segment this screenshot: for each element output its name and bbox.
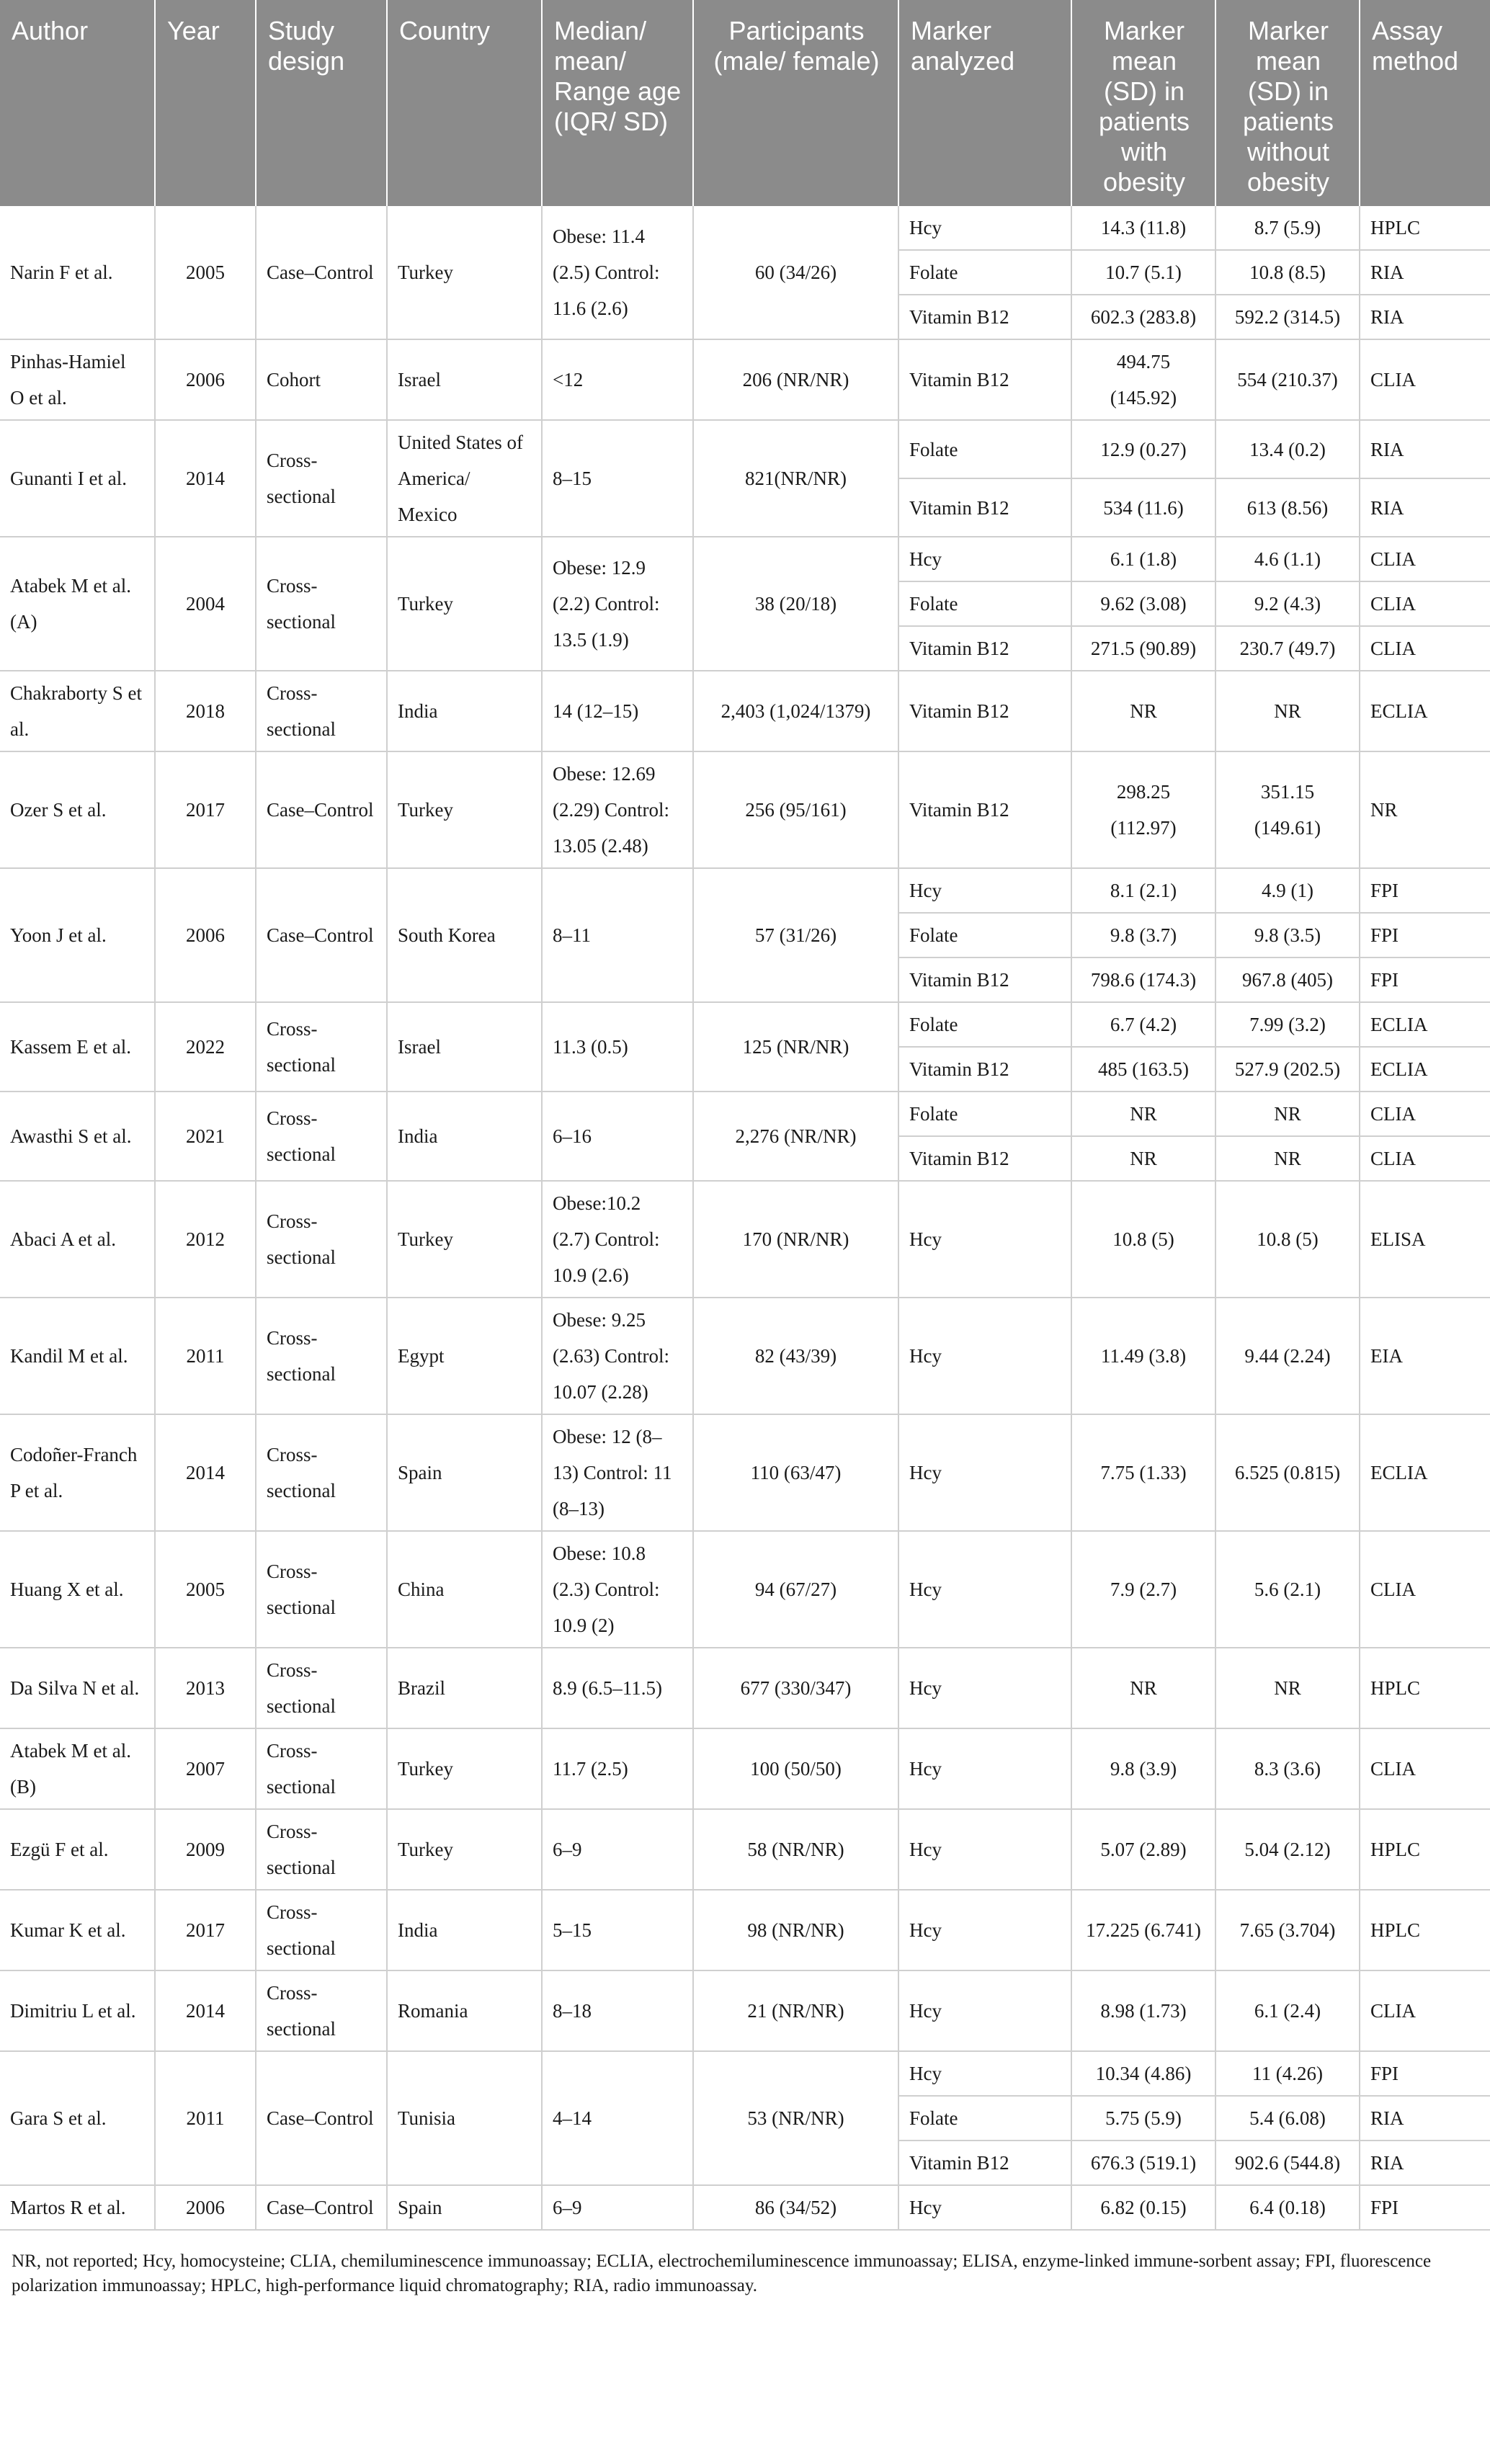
assay-cell: CLIA [1360,339,1490,420]
country-cell: India [387,1092,542,1181]
nonobese-mean-cell: 8.3 (3.6) [1215,1728,1360,1809]
obese-mean-cell: 7.75 (1.33) [1071,1414,1215,1531]
country-cell: Tunisia [387,2051,542,2185]
obese-mean-cell: 534 (11.6) [1071,478,1215,537]
marker-cell: Hcy [898,206,1071,250]
table-row [0,1531,1490,1648]
study-design-cell: Cross-sectional [256,1298,387,1414]
assay-cell: CLIA [1360,1531,1490,1648]
country-cell: Turkey [387,1728,542,1809]
obese-mean-cell: 12.9 (0.27) [1071,420,1215,478]
marker-cell: Vitamin B12 [898,339,1071,420]
nonobese-mean-cell: 527.9 (202.5) [1215,1047,1360,1092]
year-cell: 2017 [155,751,256,868]
author-cell: Abaci A et al. [0,1181,155,1298]
marker-cell: Folate [898,1092,1071,1136]
participants-cell: 86 (34/52) [693,2185,898,2230]
obese-mean-cell: 8.98 (1.73) [1071,1970,1215,2051]
age-cell: 6–9 [542,2185,693,2230]
country-cell: Romania [387,1970,542,2051]
nonobese-mean-cell: 6.1 (2.4) [1215,1970,1360,2051]
obese-mean-cell: 602.3 (283.8) [1071,295,1215,339]
marker-cell: Hcy [898,1298,1071,1414]
header-nonobese-mean: Marker mean (SD) in patients without obesity [1215,0,1360,206]
country-cell: China [387,1531,542,1648]
year-cell: 2005 [155,206,256,339]
participants-cell: 206 (NR/NR) [693,339,898,420]
table-body [0,206,1490,2230]
study-design-cell: Cross-sectional [256,1648,387,1728]
assay-cell: NR [1360,751,1490,868]
age-cell: Obese: 12 (8–13) Control: 11 (8–13) [542,1414,693,1531]
author-cell: Kandil M et al. [0,1298,155,1414]
table-row [0,420,1490,478]
obese-mean-cell: 798.6 (174.3) [1071,958,1215,1002]
nonobese-mean-cell: NR [1215,1092,1360,1136]
year-cell: 2014 [155,1414,256,1531]
author-cell: Huang X et al. [0,1531,155,1648]
author-cell: Ozer S et al. [0,751,155,868]
nonobese-mean-cell: 5.4 (6.08) [1215,2096,1360,2141]
obese-mean-cell: NR [1071,1092,1215,1136]
obese-mean-cell: 494.75 (145.92) [1071,339,1215,420]
study-design-cell: Cross-sectional [256,1890,387,1970]
obese-mean-cell: 6.7 (4.2) [1071,1002,1215,1047]
age-cell: Obese: 11.4 (2.5) Control: 11.6 (2.6) [542,206,693,339]
table-row [0,2185,1490,2230]
country-cell: Brazil [387,1648,542,1728]
marker-cell: Folate [898,581,1071,626]
header-participants: Participants (male/ female) [693,0,898,206]
obese-mean-cell: NR [1071,1136,1215,1181]
table-row [0,1809,1490,1890]
year-cell: 2022 [155,1002,256,1092]
header-row [0,0,1490,206]
obese-mean-cell: 11.49 (3.8) [1071,1298,1215,1414]
nonobese-mean-cell: NR [1215,1136,1360,1181]
age-cell: Obese: 12.9 (2.2) Control: 13.5 (1.9) [542,537,693,671]
participants-cell: 2,403 (1,024/1379) [693,671,898,751]
country-cell: United States of America/ Mexico [387,420,542,537]
study-design-cell: Cross-sectional [256,1092,387,1181]
marker-cell: Vitamin B12 [898,1047,1071,1092]
obese-mean-cell: 8.1 (2.1) [1071,868,1215,913]
assay-cell: ECLIA [1360,1414,1490,1531]
age-cell: 11.3 (0.5) [542,1002,693,1092]
marker-cell: Vitamin B12 [898,2141,1071,2185]
assay-cell: HPLC [1360,206,1490,250]
assay-cell: CLIA [1360,1136,1490,1181]
obese-mean-cell: 7.9 (2.7) [1071,1531,1215,1648]
header-assay: Assay method [1360,0,1490,206]
participants-cell: 82 (43/39) [693,1298,898,1414]
author-cell: Atabek M et al. (A) [0,537,155,671]
author-cell: Yoon J et al. [0,868,155,1002]
marker-cell: Folate [898,1002,1071,1047]
country-cell: South Korea [387,868,542,1002]
nonobese-mean-cell: 4.9 (1) [1215,868,1360,913]
obese-mean-cell: 9.62 (3.08) [1071,581,1215,626]
marker-cell: Hcy [898,1414,1071,1531]
assay-cell: RIA [1360,478,1490,537]
year-cell: 2006 [155,868,256,1002]
study-design-cell: Cross-sectional [256,1970,387,2051]
header-study-design: Study design [256,0,387,206]
study-design-cell: Cross-sectional [256,1181,387,1298]
assay-cell: ECLIA [1360,671,1490,751]
nonobese-mean-cell: 5.6 (2.1) [1215,1531,1360,1648]
nonobese-mean-cell: 9.8 (3.5) [1215,913,1360,958]
nonobese-mean-cell: 6.525 (0.815) [1215,1414,1360,1531]
marker-cell: Hcy [898,2185,1071,2230]
obese-mean-cell: 10.8 (5) [1071,1181,1215,1298]
table-row [0,2051,1490,2096]
participants-cell: 100 (50/50) [693,1728,898,1809]
assay-cell: ECLIA [1360,1002,1490,1047]
country-cell: Turkey [387,1181,542,1298]
age-cell: 6–16 [542,1092,693,1181]
assay-cell: FPI [1360,868,1490,913]
table-row [0,1970,1490,2051]
table-row [0,1298,1490,1414]
marker-cell: Vitamin B12 [898,295,1071,339]
year-cell: 2021 [155,1092,256,1181]
table-row [0,751,1490,868]
age-cell: Obese: 12.69 (2.29) Control: 13.05 (2.48) [542,751,693,868]
table-row [0,1648,1490,1728]
table-row [0,1181,1490,1298]
year-cell: 2005 [155,1531,256,1648]
study-design-cell: Case–Control [256,2185,387,2230]
table-row [0,1414,1490,1531]
participants-cell: 110 (63/47) [693,1414,898,1531]
header-age: Median/ mean/ Range age (IQR/ SD) [542,0,693,206]
obese-mean-cell: 5.75 (5.9) [1071,2096,1215,2141]
author-cell: Chakraborty S et al. [0,671,155,751]
assay-cell: RIA [1360,250,1490,295]
participants-cell: 21 (NR/NR) [693,1970,898,2051]
age-cell: 8–11 [542,868,693,1002]
obese-mean-cell: 271.5 (90.89) [1071,626,1215,671]
header-obese-mean: Marker mean (SD) in patients with obesity [1071,0,1215,206]
study-design-cell: Cross-sectional [256,420,387,537]
country-cell: Turkey [387,537,542,671]
nonobese-mean-cell: 613 (8.56) [1215,478,1360,537]
marker-cell: Vitamin B12 [898,958,1071,1002]
nonobese-mean-cell: 967.8 (405) [1215,958,1360,1002]
header-country: Country [387,0,542,206]
nonobese-mean-cell: 6.4 (0.18) [1215,2185,1360,2230]
header-author: Author [0,0,155,206]
country-cell: Spain [387,1414,542,1531]
nonobese-mean-cell: 9.2 (4.3) [1215,581,1360,626]
nonobese-mean-cell: 351.15 (149.61) [1215,751,1360,868]
year-cell: 2013 [155,1648,256,1728]
country-cell: Turkey [387,751,542,868]
age-cell: Obese: 10.8 (2.3) Control: 10.9 (2) [542,1531,693,1648]
year-cell: 2012 [155,1181,256,1298]
study-design-cell: Cross-sectional [256,1002,387,1092]
participants-cell: 256 (95/161) [693,751,898,868]
nonobese-mean-cell: 5.04 (2.12) [1215,1809,1360,1890]
year-cell: 2007 [155,1728,256,1809]
nonobese-mean-cell: 8.7 (5.9) [1215,206,1360,250]
country-cell: India [387,671,542,751]
obese-mean-cell: 676.3 (519.1) [1071,2141,1215,2185]
year-cell: 2017 [155,1890,256,1970]
obese-mean-cell: 5.07 (2.89) [1071,1809,1215,1890]
marker-cell: Hcy [898,537,1071,581]
author-cell: Kassem E et al. [0,1002,155,1092]
marker-cell: Vitamin B12 [898,751,1071,868]
nonobese-mean-cell: NR [1215,1648,1360,1728]
table-row [0,206,1490,250]
author-cell: Gara S et al. [0,2051,155,2185]
participants-cell: 58 (NR/NR) [693,1809,898,1890]
year-cell: 2011 [155,1298,256,1414]
marker-cell: Hcy [898,2051,1071,2096]
marker-cell: Vitamin B12 [898,626,1071,671]
assay-cell: FPI [1360,913,1490,958]
marker-cell: Folate [898,2096,1071,2141]
obese-mean-cell: 9.8 (3.7) [1071,913,1215,958]
participants-cell: 98 (NR/NR) [693,1890,898,1970]
assay-cell: RIA [1360,295,1490,339]
obese-mean-cell: 6.1 (1.8) [1071,537,1215,581]
obese-mean-cell: 14.3 (11.8) [1071,206,1215,250]
nonobese-mean-cell: 7.65 (3.704) [1215,1890,1360,1970]
participants-cell: 2,276 (NR/NR) [693,1092,898,1181]
study-design-cell: Cross-sectional [256,1414,387,1531]
participants-cell: 38 (20/18) [693,537,898,671]
assay-cell: RIA [1360,2096,1490,2141]
assay-cell: HPLC [1360,1809,1490,1890]
assay-cell: FPI [1360,2185,1490,2230]
marker-cell: Folate [898,913,1071,958]
study-design-cell: Cross-sectional [256,537,387,671]
year-cell: 2018 [155,671,256,751]
author-cell: Gunanti I et al. [0,420,155,537]
table-row [0,1728,1490,1809]
participants-cell: 57 (31/26) [693,868,898,1002]
study-design-cell: Cohort [256,339,387,420]
obese-mean-cell: 10.34 (4.86) [1071,2051,1215,2096]
age-cell: 14 (12–15) [542,671,693,751]
obese-mean-cell: 9.8 (3.9) [1071,1728,1215,1809]
year-cell: 2011 [155,2051,256,2185]
table-footnote: NR, not reported; Hcy, homocysteine; CLIA, chemiluminescence immunoassay; ECLIA, electrochemiluminescence immunoassay; ELISA, enzyme-linked immune-sorbent assay; FPI, fluorescence polarization immunoassay; HPLC, high-performance liquid chromatography; RIA, radio immunoassay. [12,2251,1432,2295]
marker-cell: Folate [898,250,1071,295]
participants-cell: 60 (34/26) [693,206,898,339]
assay-cell: CLIA [1360,1092,1490,1136]
country-cell: India [387,1890,542,1970]
header-marker: Marker analyzed [898,0,1071,206]
nonobese-mean-cell: 10.8 (5) [1215,1181,1360,1298]
nonobese-mean-cell: 9.44 (2.24) [1215,1298,1360,1414]
author-cell: Narin F et al. [0,206,155,339]
participants-cell: 170 (NR/NR) [693,1181,898,1298]
assay-cell: HPLC [1360,1648,1490,1728]
study-design-cell: Cross-sectional [256,1531,387,1648]
author-cell: Da Silva N et al. [0,1648,155,1728]
participants-cell: 677 (330/347) [693,1648,898,1728]
age-cell: 8–18 [542,1970,693,2051]
author-cell: Awasthi S et al. [0,1092,155,1181]
table-row [0,537,1490,581]
assay-cell: CLIA [1360,1970,1490,2051]
marker-cell: Hcy [898,868,1071,913]
author-cell: Atabek M et al. (B) [0,1728,155,1809]
obese-mean-cell: 298.25 (112.97) [1071,751,1215,868]
marker-cell: Vitamin B12 [898,1136,1071,1181]
table-row [0,339,1490,420]
table-header [0,0,1490,206]
assay-cell: CLIA [1360,1728,1490,1809]
study-design-cell: Case–Control [256,751,387,868]
nonobese-mean-cell: 10.8 (8.5) [1215,250,1360,295]
study-design-cell: Cross-sectional [256,1809,387,1890]
assay-cell: CLIA [1360,537,1490,581]
nonobese-mean-cell: 554 (210.37) [1215,339,1360,420]
author-cell: Ezgü F et al. [0,1809,155,1890]
header-year: Year [155,0,256,206]
age-cell: Obese: 9.25 (2.63) Control: 10.07 (2.28) [542,1298,693,1414]
assay-cell: ECLIA [1360,1047,1490,1092]
year-cell: 2006 [155,2185,256,2230]
table-row [0,868,1490,913]
obese-mean-cell: 10.7 (5.1) [1071,250,1215,295]
age-cell: 6–9 [542,1809,693,1890]
nonobese-mean-cell: 13.4 (0.2) [1215,420,1360,478]
table-row [0,1890,1490,1970]
age-cell: 5–15 [542,1890,693,1970]
country-cell: Turkey [387,206,542,339]
obese-mean-cell: 485 (163.5) [1071,1047,1215,1092]
marker-cell: Hcy [898,1890,1071,1970]
participants-cell: 53 (NR/NR) [693,2051,898,2185]
assay-cell: EIA [1360,1298,1490,1414]
age-cell: 8–15 [542,420,693,537]
marker-cell: Hcy [898,1809,1071,1890]
marker-cell: Folate [898,420,1071,478]
study-design-cell: Case–Control [256,2051,387,2185]
marker-cell: Hcy [898,1970,1071,2051]
participants-cell: 125 (NR/NR) [693,1002,898,1092]
study-design-cell: Cross-sectional [256,671,387,751]
participants-cell: 94 (67/27) [693,1531,898,1648]
assay-cell: RIA [1360,420,1490,478]
assay-cell: FPI [1360,958,1490,1002]
nonobese-mean-cell: 592.2 (314.5) [1215,295,1360,339]
country-cell: Israel [387,1002,542,1092]
marker-cell: Vitamin B12 [898,478,1071,537]
nonobese-mean-cell: NR [1215,671,1360,751]
assay-cell: CLIA [1360,581,1490,626]
assay-cell: FPI [1360,2051,1490,2096]
author-cell: Martos R et al. [0,2185,155,2230]
author-cell: Dimitriu L et al. [0,1970,155,2051]
marker-cell: Vitamin B12 [898,671,1071,751]
year-cell: 2014 [155,1970,256,2051]
obese-mean-cell: 17.225 (6.741) [1071,1890,1215,1970]
age-cell: <12 [542,339,693,420]
assay-cell: ELISA [1360,1181,1490,1298]
marker-cell: Hcy [898,1728,1071,1809]
study-design-cell: Case–Control [256,206,387,339]
study-design-cell: Case–Control [256,868,387,1002]
age-cell: 4–14 [542,2051,693,2185]
nonobese-mean-cell: 7.99 (3.2) [1215,1002,1360,1047]
assay-cell: HPLC [1360,1890,1490,1970]
study-design-cell: Cross-sectional [256,1728,387,1809]
author-cell: Codoñer-Franch P et al. [0,1414,155,1531]
country-cell: Egypt [387,1298,542,1414]
marker-cell: Hcy [898,1181,1071,1298]
nonobese-mean-cell: 230.7 (49.7) [1215,626,1360,671]
nonobese-mean-cell: 4.6 (1.1) [1215,537,1360,581]
nonobese-mean-cell: 902.6 (544.8) [1215,2141,1360,2185]
age-cell: 11.7 (2.5) [542,1728,693,1809]
obese-mean-cell: NR [1071,671,1215,751]
year-cell: 2014 [155,420,256,537]
table-row [0,671,1490,751]
country-cell: Israel [387,339,542,420]
marker-cell: Hcy [898,1531,1071,1648]
year-cell: 2006 [155,339,256,420]
table-row [0,1002,1490,1047]
assay-cell: CLIA [1360,626,1490,671]
author-cell: Kumar K et al. [0,1890,155,1970]
assay-cell: RIA [1360,2141,1490,2185]
age-cell: 8.9 (6.5–11.5) [542,1648,693,1728]
age-cell: Obese:10.2 (2.7) Control: 10.9 (2.6) [542,1181,693,1298]
marker-cell: Hcy [898,1648,1071,1728]
obese-mean-cell: 6.82 (0.15) [1071,2185,1215,2230]
author-cell: Pinhas-Hamiel O et al. [0,339,155,420]
nonobese-mean-cell: 11 (4.26) [1215,2051,1360,2096]
country-cell: Spain [387,2185,542,2230]
table-row [0,1092,1490,1136]
participants-cell: 821(NR/NR) [693,420,898,537]
obese-mean-cell: NR [1071,1648,1215,1728]
year-cell: 2004 [155,537,256,671]
year-cell: 2009 [155,1809,256,1890]
country-cell: Turkey [387,1809,542,1890]
